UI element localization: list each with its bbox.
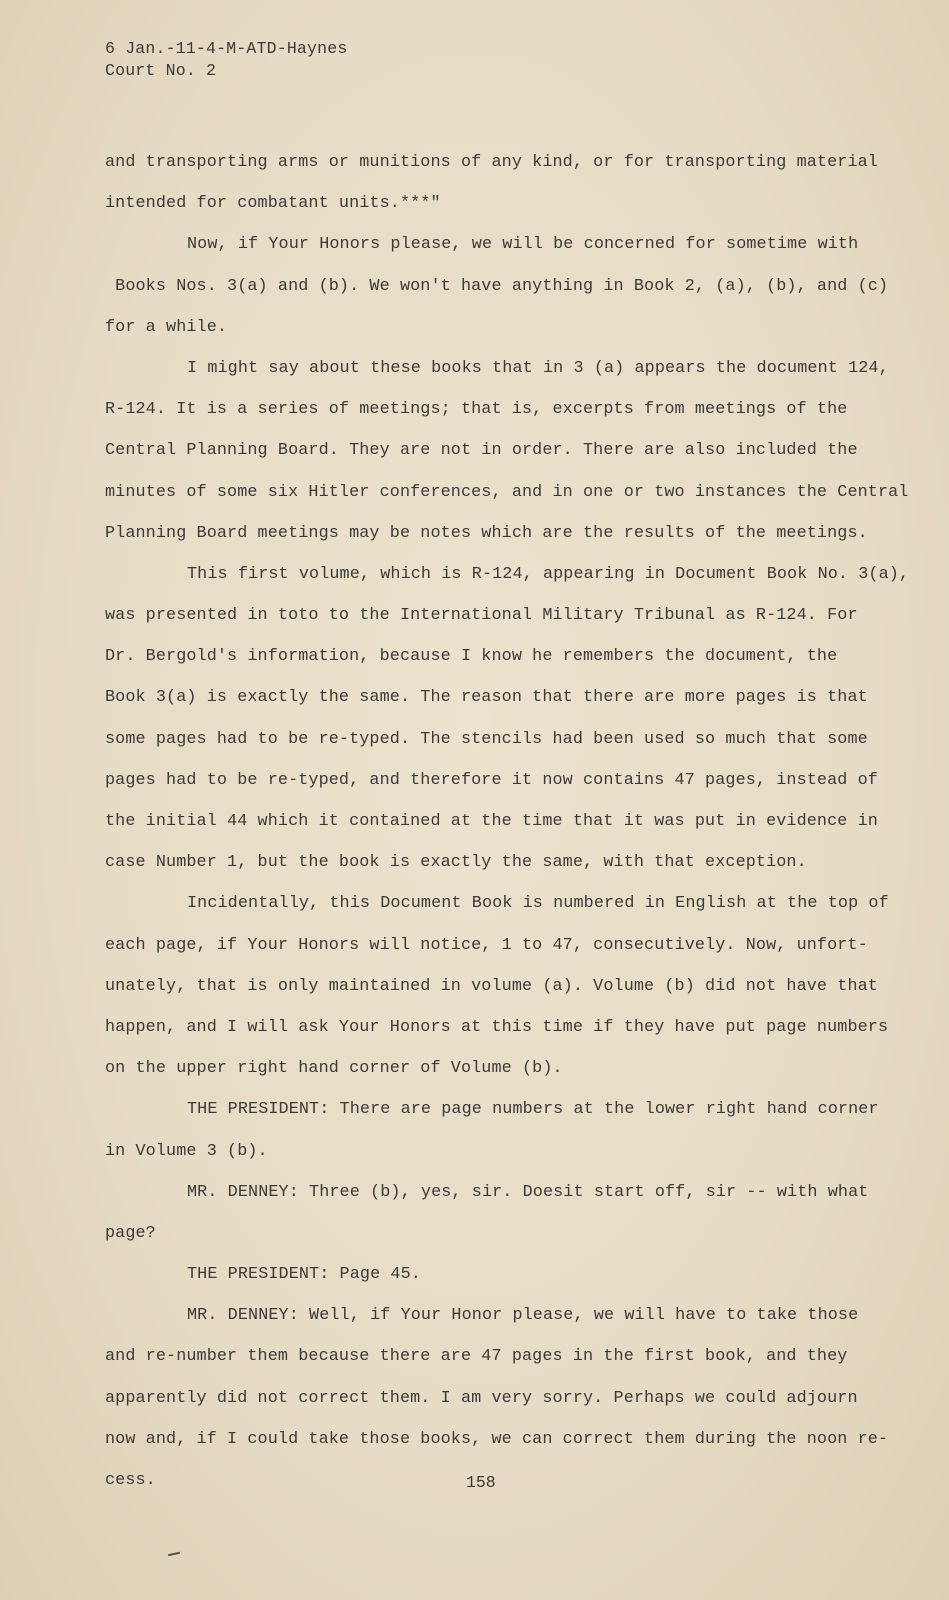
text-line: MR. DENNEY: Well, if Your Honor please, we will have to take those xyxy=(187,1306,859,1326)
text-line: MR. DENNEY: Three (b), yes, sir. Doesit start off, sir -- with what xyxy=(187,1182,869,1202)
header-line-1: 6 Jan.-11-4-M-ATD-Haynes xyxy=(105,39,348,58)
text-line: in Volume 3 (b). xyxy=(105,1141,268,1161)
text-line: and re-number them because there are 47 pages in the first book, and they xyxy=(105,1347,848,1367)
text-line: apparently did not correct them. I am very sorry. Perhaps we could adjourn xyxy=(105,1388,858,1408)
text-line: I might say about these books that in 3 (a) appears the document 124, xyxy=(187,358,889,378)
text-line: each page, if Your Honors will notice, 1 to 47, consecutively. Now, unfort- xyxy=(105,935,868,955)
text-line: minutes of some six Hitler conferences, and in one or two instances the Central xyxy=(105,482,909,502)
text-line: Books Nos. 3(a) and (b). We won't have anything in Book 2, (a), (b), and (c) xyxy=(105,276,889,296)
text-line: Book 3(a) is exactly the same. The reason that there are more pages is that xyxy=(105,688,868,708)
text-line: on the upper right hand corner of Volume (b). xyxy=(105,1059,563,1079)
page-number: 158 xyxy=(466,1473,496,1492)
text-line: case Number 1, but the book is exactly the same, with that exception. xyxy=(105,853,807,873)
text-line: Planning Board meetings may be notes which are the results of the meetings. xyxy=(105,523,868,543)
text-line: was presented in toto to the International Military Tribunal as R-124. For xyxy=(105,606,858,626)
text-line: some pages had to be re-typed. The stencils had been used so much that some xyxy=(105,729,868,749)
text-line: now and, if I could take those books, we can correct them during the noon re- xyxy=(105,1429,889,1449)
header-line-2: Court No. 2 xyxy=(105,61,217,80)
text-line: pages had to be re-typed, and therefore it now contains 47 pages, instead of xyxy=(105,770,878,790)
text-line: Now, if Your Honors please, we will be concerned for sometime with xyxy=(187,235,859,255)
text-line: and transporting arms or munitions of any kind, or for transporting material xyxy=(105,153,878,172)
text-line: This first volume, which is R-124, appearing in Document Book No. 3(a), xyxy=(187,564,910,584)
text-line: THE PRESIDENT: Page 45. xyxy=(187,1265,421,1285)
ink-mark xyxy=(168,1552,180,1556)
text-line: for a while. xyxy=(105,317,228,337)
text-line: cess. xyxy=(105,1471,156,1490)
text-line: happen, and I will ask Your Honors at this time if they have put page numbers xyxy=(105,1017,889,1037)
text-line: THE PRESIDENT: There are page numbers at the lower right hand corner xyxy=(187,1100,879,1120)
text-line: Central Planning Board. They are not in order. There are also included the xyxy=(105,441,858,461)
transcript-body xyxy=(105,142,915,1501)
text-line: unately, that is only maintained in volume (a). Volume (b) did not have that xyxy=(105,976,878,996)
text-line: the initial 44 which it contained at the time that it was put in evidence in xyxy=(105,812,878,831)
text-line: Incidentally, this Document Book is numbered in English at the top of xyxy=(187,894,889,914)
text-line: page? xyxy=(105,1223,156,1243)
text-line: Dr. Bergold's information, because I know he remembers the document, the xyxy=(105,647,838,667)
page-header xyxy=(105,38,347,82)
text-line: R-124. It is a series of meetings; that is, excerpts from meetings of the xyxy=(105,400,848,420)
text-line: intended for combatant units.***" xyxy=(105,194,441,214)
